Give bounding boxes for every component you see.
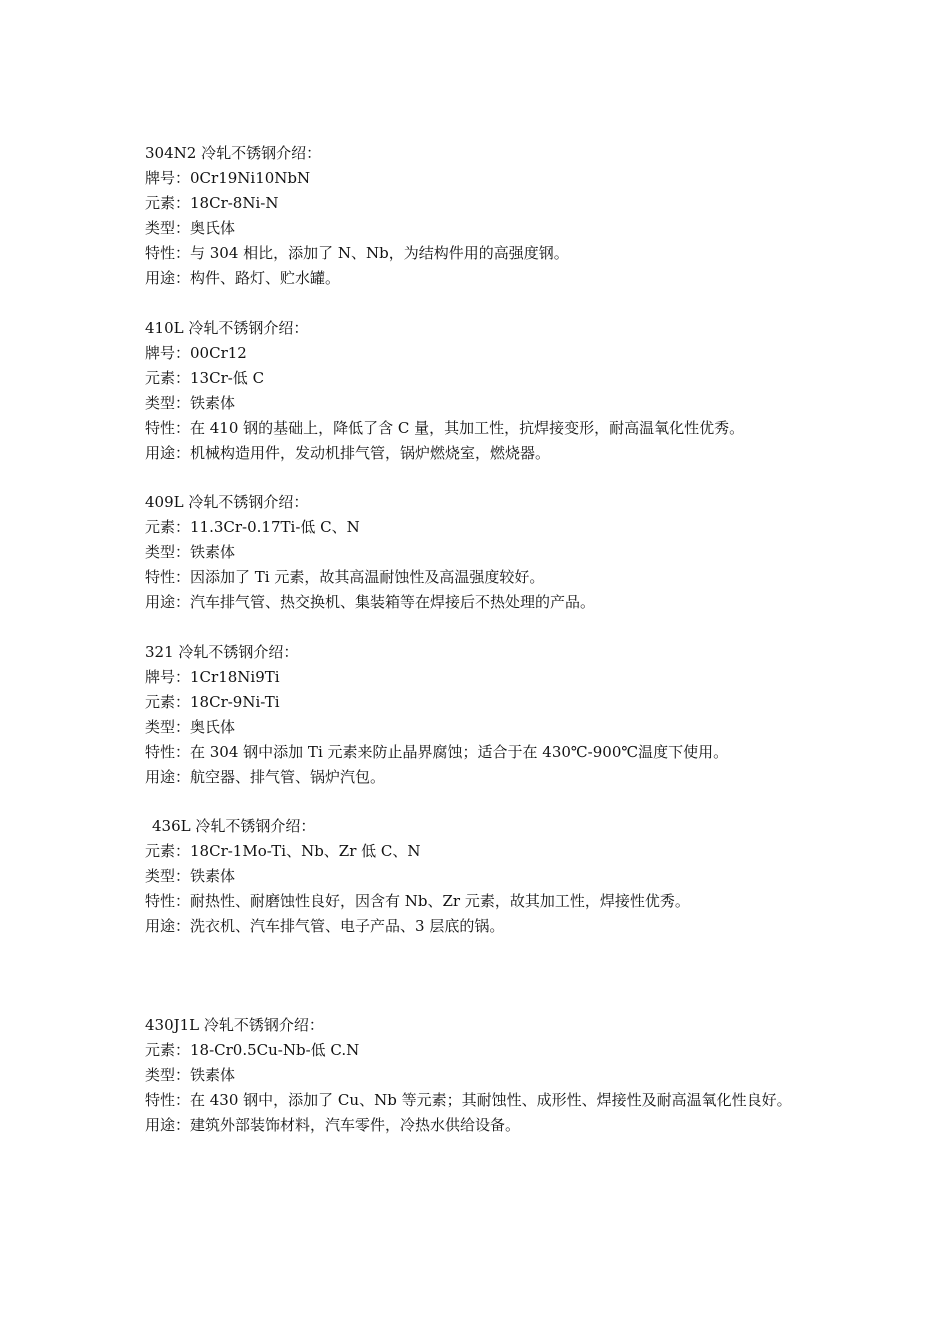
section-409l bbox=[145, 490, 825, 615]
properties-line: 特性：耐热性、耐磨蚀性良好，因含有 Nb、Zr 元素，故其加工性，焊接性优秀。 bbox=[145, 892, 690, 910]
type-line: 类型：奥氏体 bbox=[145, 718, 236, 736]
type-line: 类型：铁素体 bbox=[145, 1066, 236, 1084]
section-title: 430J1L 冷轧不锈钢介绍： bbox=[145, 1016, 324, 1034]
type-line: 类型：铁素体 bbox=[145, 867, 236, 885]
section-410l bbox=[145, 316, 825, 466]
section-436l bbox=[145, 814, 825, 939]
type-line: 类型：奥氏体 bbox=[145, 219, 236, 237]
section-title: 410L 冷轧不锈钢介绍： bbox=[145, 319, 309, 337]
elements-line: 元素：18-Cr0.5Cu-Nb-低 C.N bbox=[145, 1041, 360, 1059]
uses-line: 用途：汽车排气管、热交换机、集装箱等在焊接后不热处理的产品。 bbox=[145, 593, 596, 611]
uses-line: 用途：洗衣机、汽车排气管、电子产品、3 层底的锅。 bbox=[145, 917, 505, 935]
uses-line: 用途：构件、路灯、贮水罐。 bbox=[145, 269, 341, 287]
section-430j1l bbox=[145, 1013, 825, 1138]
properties-line: 特性：与 304 相比，添加了 N、Nb，为结构件用的高强度钢。 bbox=[145, 244, 569, 262]
properties-line: 特性：在 430 钢中，添加了 Cu、Nb 等元素；其耐蚀性、成形性、焊接性及耐高温氧化性良好。 bbox=[145, 1091, 792, 1109]
section-title: 436L 冷轧不锈钢介绍： bbox=[152, 817, 316, 835]
elements-line: 元素：18Cr-8Ni-N bbox=[145, 194, 279, 212]
grade-line: 牌号：00Cr12 bbox=[145, 344, 247, 362]
elements-line: 元素：11.3Cr-0.17Ti-低 C、N bbox=[145, 518, 360, 536]
type-line: 类型：铁素体 bbox=[145, 543, 236, 561]
uses-line: 用途：机械构造用件，发动机排气管，锅炉燃烧室，燃烧器。 bbox=[145, 444, 551, 462]
properties-line: 特性：因添加了 Ti 元素，故其高温耐蚀性及高温强度较好。 bbox=[145, 568, 545, 586]
elements-line: 元素：13Cr-低 C bbox=[145, 369, 265, 387]
uses-line: 用途：建筑外部装饰材料，汽车零件，冷热水供给设备。 bbox=[145, 1116, 521, 1134]
grade-line: 牌号：1Cr18Ni9Ti bbox=[145, 668, 280, 686]
section-title: 321 冷轧不锈钢介绍： bbox=[145, 643, 299, 661]
type-line: 类型：铁素体 bbox=[145, 394, 236, 412]
section-title: 409L 冷轧不锈钢介绍： bbox=[145, 493, 309, 511]
properties-line: 特性：在 410 钢的基础上，降低了含 C 量，其加工性，抗焊接变形，耐高温氧化性优秀。 bbox=[145, 419, 745, 437]
section-title: 304N2 冷轧不锈钢介绍： bbox=[145, 144, 322, 162]
section-321 bbox=[145, 640, 825, 790]
grade-line: 牌号：0Cr19Ni10NbN bbox=[145, 169, 311, 187]
elements-line: 元素：18Cr-9Ni-Ti bbox=[145, 693, 280, 711]
section-304n2 bbox=[145, 141, 825, 291]
properties-line: 特性：在 304 钢中添加 Ti 元素来防止晶界腐蚀；适合于在 430℃-900℃温度下使用。 bbox=[145, 743, 729, 761]
elements-line: 元素：18Cr-1Mo-Ti、Nb、Zr 低 C、N bbox=[145, 842, 421, 860]
uses-line: 用途：航空器、排气管、锅炉汽包。 bbox=[145, 768, 386, 786]
